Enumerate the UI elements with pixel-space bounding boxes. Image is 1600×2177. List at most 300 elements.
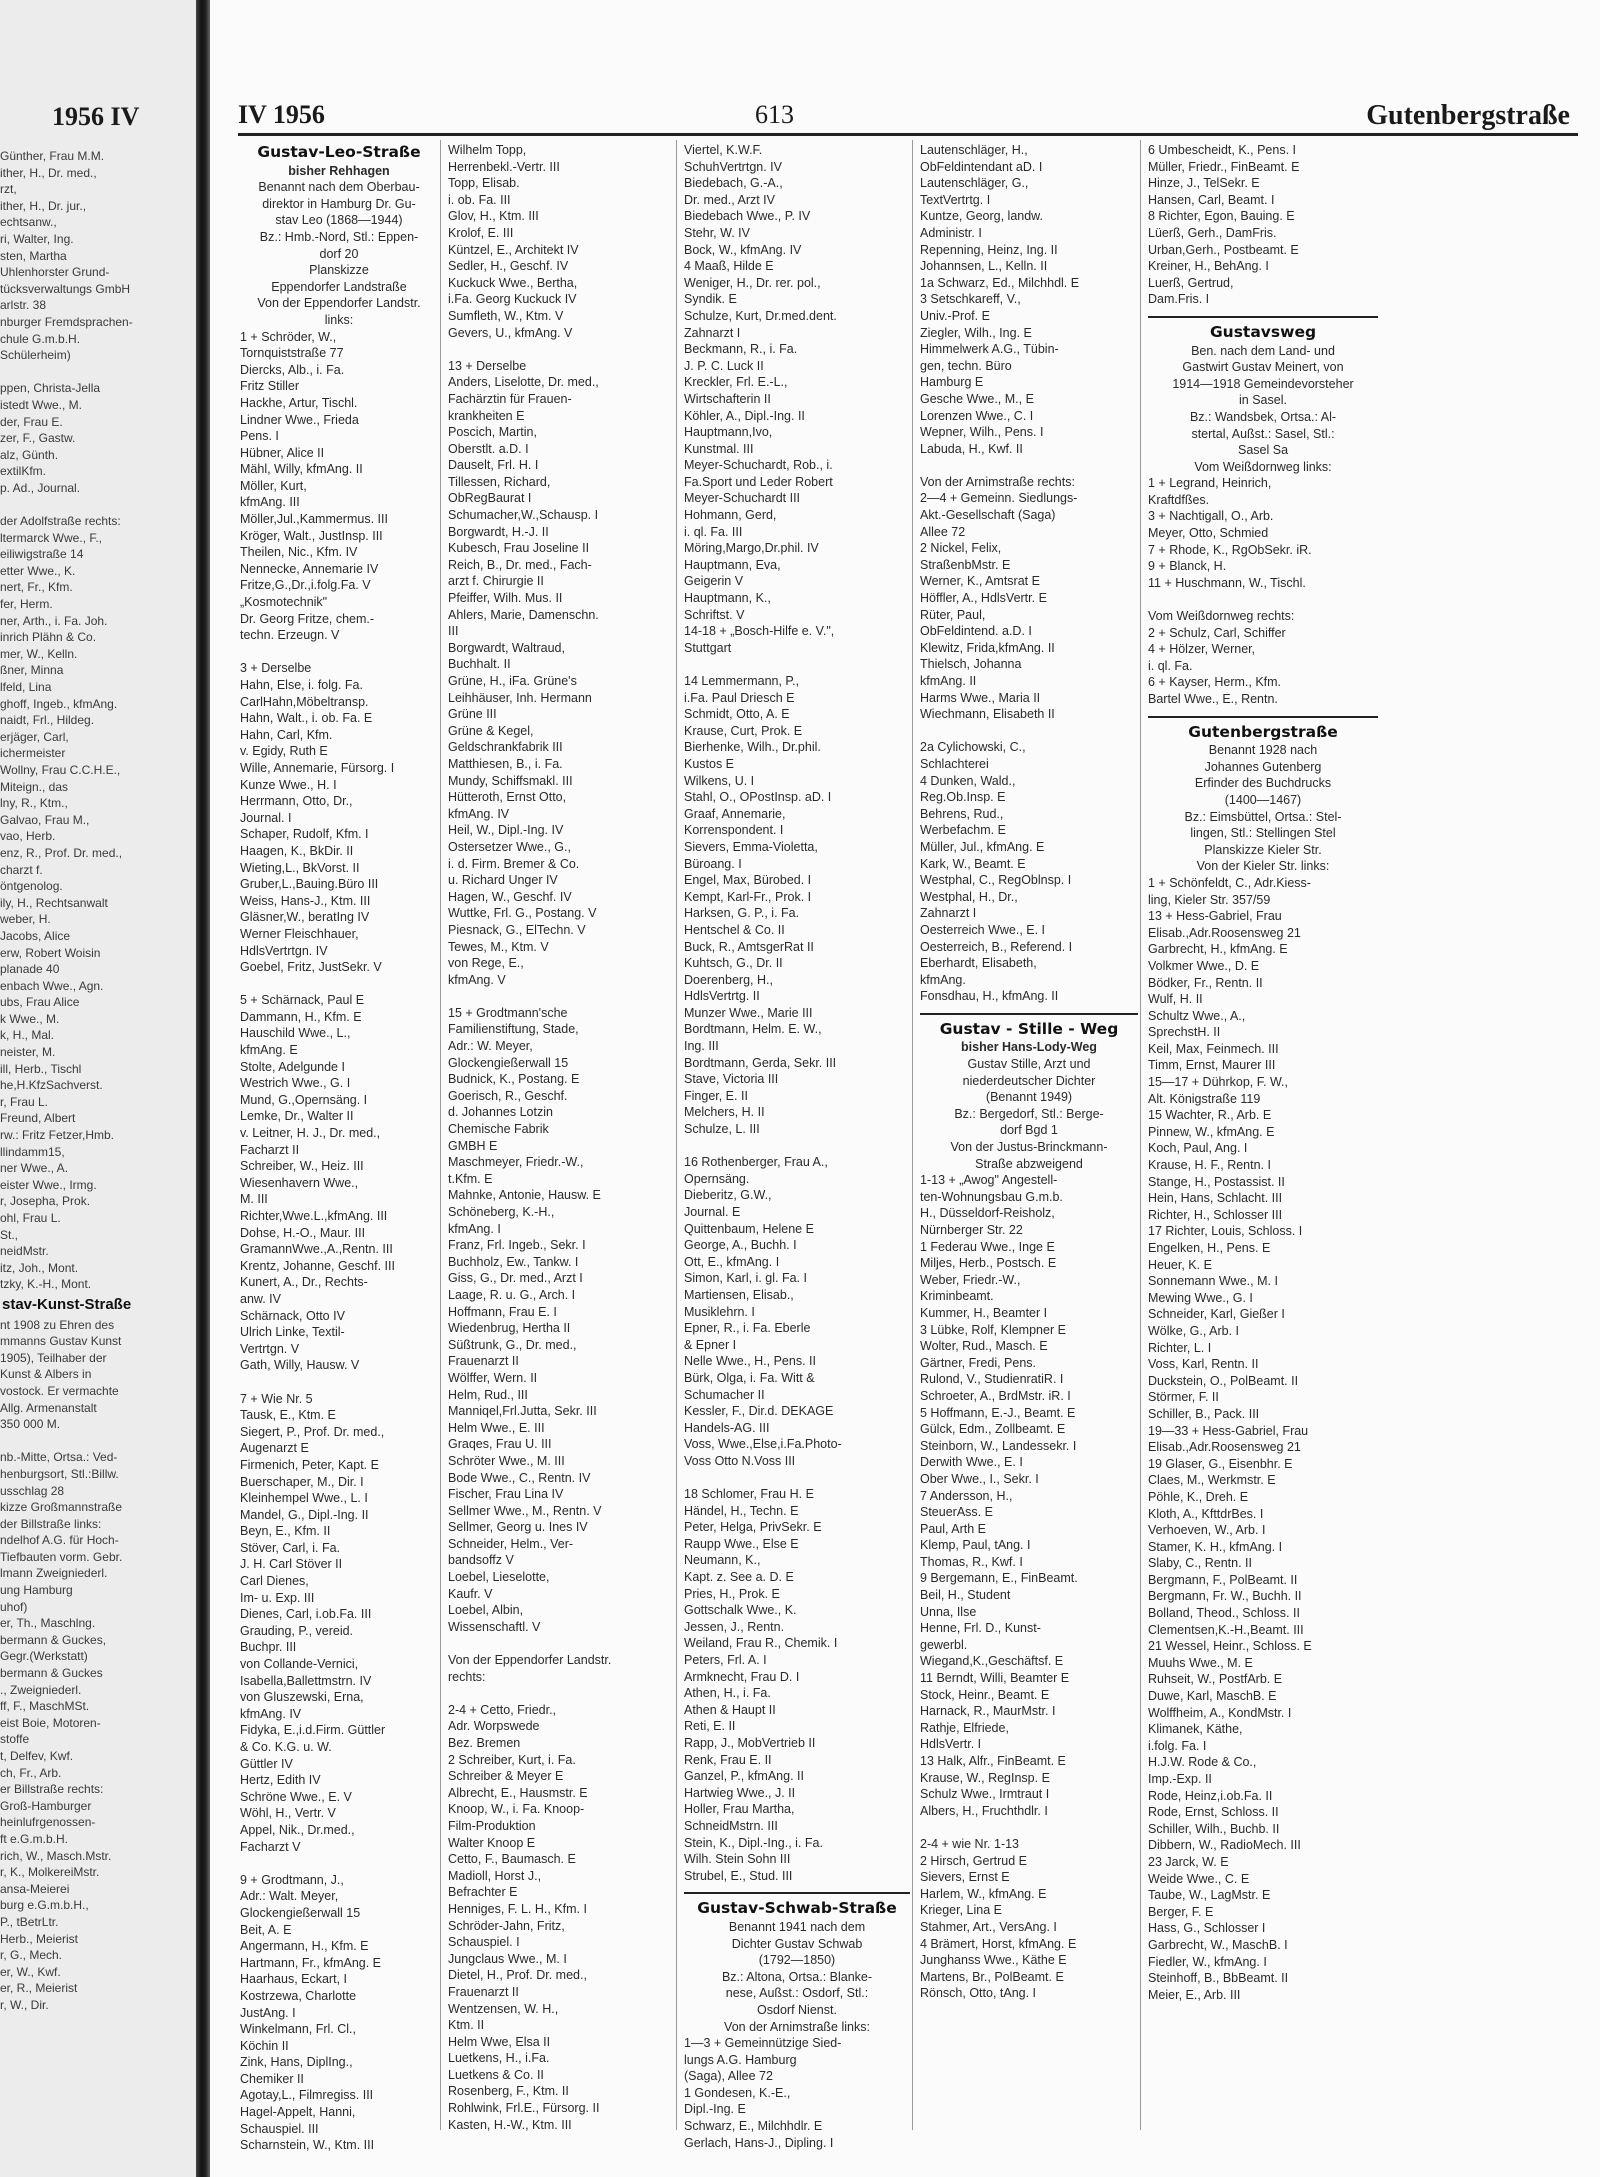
resident-entry: Familienstiftung, Stade, bbox=[448, 1022, 579, 1037]
directory-line: charzt f. bbox=[0, 862, 43, 877]
intro-line: Von der Justus-Brinckmann- bbox=[950, 1140, 1108, 1155]
directory-line: llindamm15, bbox=[0, 1144, 65, 1159]
resident-entry: Bergmann, Fr. W., Buchh. II bbox=[1148, 1589, 1302, 1604]
resident-entry: Harms Wwe., Maria II bbox=[920, 690, 1041, 705]
resident-entry: Elisab.,Adr.Roosensweg 21 bbox=[1148, 1440, 1301, 1455]
resident-entry: Labuda, H., Kwf. II bbox=[920, 441, 1023, 456]
resident-entry: 5 Hoffmann, E.-J., Beamt. E bbox=[920, 1405, 1076, 1420]
intro-line: (1792—1850) bbox=[758, 1953, 836, 1968]
resident-entry: Raupp Wwe., Else E bbox=[684, 1536, 799, 1551]
resident-entry: Hahn, Walt., i. ob. Fa. E bbox=[240, 711, 373, 726]
resident-entry: Agotay,L., Filmregiss. III bbox=[240, 2088, 374, 2103]
resident-entry: Rapp, J., MobVertrieb II bbox=[684, 1736, 816, 1750]
directory-line bbox=[0, 364, 176, 381]
resident-entry: Hauptmann, K., bbox=[684, 591, 771, 606]
directory-line: Wollny, Frau C.C.H.E., bbox=[0, 762, 121, 777]
resident-entry: Krause, H. F., Rentn. I bbox=[1148, 1158, 1271, 1173]
resident-entry: Buchhalt. II bbox=[448, 657, 511, 672]
intro-line: lingen, Stl.: Stellingen Stel bbox=[1190, 826, 1336, 841]
directory-line: r, Josepha, Prok. bbox=[0, 1194, 91, 1209]
resident-entry: Biedebach Wwe., P. IV bbox=[684, 209, 811, 224]
directory-line: inrich Plähn & Co. bbox=[0, 630, 97, 645]
directory-line: erw, Robert Woisin bbox=[0, 945, 101, 960]
resident-entry: Hentschel & Co. II bbox=[684, 922, 785, 937]
resident-entry: Schauspiel. III bbox=[240, 2121, 319, 2136]
resident-entry: Athen & Haupt II bbox=[684, 1702, 776, 1717]
resident-entry: Rönsch, Otto, tAng. I bbox=[920, 1986, 1037, 2001]
resident-entry: Reg.Ob.Insp. E bbox=[920, 790, 1006, 805]
resident-entry: 1 Gondesen, K.-E., bbox=[684, 2085, 791, 2100]
resident-entry: Ahlers, Marie, Damenschn. bbox=[448, 607, 599, 622]
resident-entry: Pfeiffer, Wilh. Mus. II bbox=[448, 591, 563, 606]
resident-entry: Haagen, K., BkDir. II bbox=[240, 843, 354, 858]
resident-entry: Westrich Wwe., G. I bbox=[240, 1076, 351, 1091]
resident-entry: Bödker, Fr., Rentn. II bbox=[1148, 975, 1263, 990]
resident-entry: Wille, Annemarie, Fürsorg. I bbox=[240, 760, 395, 775]
resident-entry: Budnick, K., Postang. E bbox=[448, 1072, 580, 1087]
resident-entry: Rulond, V., StudienratiR. I bbox=[920, 1372, 1064, 1387]
resident-entry: Schwarz, E., Milchhdlr. E bbox=[684, 2119, 823, 2134]
resident-entry: Kreiner, H., BehAng. I bbox=[1148, 259, 1269, 274]
resident-entry: StraßenbMstr. E bbox=[920, 557, 1011, 572]
resident-entry: Hein, Hans, Schlacht. III bbox=[1148, 1191, 1283, 1206]
resident-entry: Musiklehrn. I bbox=[684, 1304, 755, 1319]
street-heading: Gustav-Schwab-Straße bbox=[697, 1899, 897, 1918]
directory-line: vao, Herb. bbox=[0, 829, 56, 844]
resident-entry: Albrecht, E., Hausmstr. E bbox=[448, 1785, 588, 1800]
resident-entry: Rohlwink, Frl.E., Fürsorg. II bbox=[448, 2101, 600, 2116]
resident-entry: JustAng. I bbox=[240, 2005, 296, 2020]
resident-entry: Pöhle, K., Dreh. E bbox=[1148, 1489, 1249, 1504]
directory-line: echtsanw., bbox=[0, 215, 57, 230]
resident-entry: Tillessen, Richard, bbox=[448, 474, 551, 489]
resident-entry bbox=[684, 656, 910, 673]
resident-entry: ObFeldintend. a.D. I bbox=[920, 624, 1032, 639]
directory-line: Schülerheim) bbox=[0, 348, 71, 363]
resident-entry: Buchpr. III bbox=[240, 1640, 297, 1655]
resident-entry: Graqes, Frau U. III bbox=[448, 1437, 552, 1452]
street-block bbox=[1148, 316, 1378, 708]
resident-entry: Poscich, Martin, bbox=[448, 425, 537, 440]
resident-entry: 3 Setschkareff, V., bbox=[920, 292, 1021, 307]
directory-line: der Adolfstraße rechts: bbox=[0, 514, 121, 529]
resident-entry: 2 Nickel, Felix, bbox=[920, 541, 1002, 556]
residents-list bbox=[920, 1172, 1138, 2002]
resident-entry: Dohse, H.-O., Maur. III bbox=[240, 1225, 366, 1240]
directory-line: zer, F., Gastw. bbox=[0, 431, 76, 446]
resident-entry: Kuhtsch, G., Dr. II bbox=[684, 956, 783, 971]
resident-entry: 9 + Grodtmann, J., bbox=[240, 1872, 344, 1887]
resident-entry: Simon, Karl, i. gl. Fa. I bbox=[684, 1271, 807, 1286]
page-edition: IV 1956 bbox=[238, 100, 325, 129]
intro-line: dorf 20 bbox=[319, 246, 359, 261]
resident-entry: Voss, Wwe.,Else,i.Fa.Photo- bbox=[684, 1437, 842, 1452]
resident-entry: Chemiker II bbox=[240, 2071, 304, 2086]
resident-entry: Ruhseit, W., PostfArb. E bbox=[1148, 1672, 1283, 1687]
resident-entry: Hoffmann, Frau E. I bbox=[448, 1304, 557, 1319]
directory-line: henburgsort, Stl.:Billw. bbox=[0, 1466, 119, 1481]
resident-entry: 15 Wachter, R., Arb. E bbox=[1148, 1108, 1272, 1123]
resident-entry: Schulze, L. III bbox=[684, 1122, 760, 1137]
resident-entry: Wieting,L., BkVorst. II bbox=[240, 860, 360, 875]
residents-list bbox=[1148, 475, 1378, 707]
resident-entry: kfmAng. I bbox=[448, 1221, 501, 1236]
resident-entry: Gülck, Edm., Zollbeamt. E bbox=[920, 1422, 1066, 1437]
resident-entry: Hauptmann, Eva, bbox=[684, 557, 781, 572]
resident-entry bbox=[240, 644, 438, 661]
resident-entry: Stöver, Carl, i. Fa. bbox=[240, 1540, 341, 1555]
resident-entry: Sumfleth, W., Ktm. V bbox=[448, 308, 564, 323]
intro-line: direktor in Hamburg Dr. Gu- bbox=[262, 196, 416, 211]
resident-entry: Tausk, E., Ktm. E bbox=[240, 1408, 336, 1423]
intro-line: Bz.: Eimsbüttel, Ortsa.: Stel- bbox=[1184, 809, 1342, 824]
resident-entry: Bordtmann, Gerda, Sekr. III bbox=[684, 1055, 837, 1070]
street-description bbox=[920, 1056, 1138, 1172]
resident-entry: Gärtner, Fredi, Pens. bbox=[920, 1355, 1037, 1370]
resident-entry: Lindner Wwe., Frieda bbox=[240, 412, 359, 427]
resident-entry: Dr. Georg Fritze, chem.- bbox=[240, 611, 375, 626]
resident-entry: 13 + Hess-Gabriel, Frau bbox=[1148, 909, 1282, 924]
resident-entry: Diercks, Alb., i. Fa. bbox=[240, 362, 345, 377]
resident-entry: Dibbern, W., RadioMech. III bbox=[1148, 1838, 1301, 1853]
directory-line: mmanns Gustav Kunst bbox=[0, 1334, 122, 1349]
resident-entry: 3 + Nachtigall, O., Arb. bbox=[1148, 509, 1274, 524]
resident-entry: Pries, H., Prok. E bbox=[684, 1586, 780, 1601]
intro-line: Johannes Gutenberg bbox=[1204, 759, 1322, 774]
resident-entry: Ostersetzer Wwe., G., bbox=[448, 839, 571, 854]
directory-line: chule G.m.b.H. bbox=[0, 331, 81, 346]
directory-line: ichermeister bbox=[0, 746, 66, 761]
directory-line: lmann Zweigniederl. bbox=[0, 1566, 108, 1581]
resident-entry: Glockengießerwall 15 bbox=[240, 1905, 361, 1920]
resident-entry: Steinborn, W., Landessekr. I bbox=[920, 1438, 1077, 1453]
resident-entry: Opernsäng. bbox=[684, 1171, 750, 1186]
directory-line: r, W., Dir. bbox=[0, 1997, 49, 2012]
resident-entry: GMBH E bbox=[448, 1138, 498, 1153]
directory-line: ily, H., Rechtsanwalt bbox=[0, 895, 108, 910]
resident-entry: H.J.W. Rode & Co., bbox=[1148, 1755, 1257, 1770]
resident-entry: Schreiber & Meyer E bbox=[448, 1769, 564, 1784]
resident-entry: Schauspiel. I bbox=[448, 1935, 520, 1950]
directory-line: enz, R., Prof. Dr. med., bbox=[0, 845, 123, 860]
resident-entry: Keil, Max, Feinmech. III bbox=[1148, 1041, 1279, 1056]
resident-entry: Borgwardt, Waltraud, bbox=[448, 640, 565, 655]
resident-entry: Schumacher II bbox=[684, 1387, 765, 1402]
resident-entry: Krause, Curt, Prok. E bbox=[684, 723, 803, 738]
resident-entry: Hinze, J., TelSekr. E bbox=[1148, 176, 1260, 191]
resident-entry: Gath, Willy, Hausw. V bbox=[240, 1358, 360, 1373]
resident-entry: Albers, H., Fruchthdlr. I bbox=[920, 1803, 1048, 1818]
resident-entry: Fiedler, W., kfmAng. I bbox=[1148, 1954, 1267, 1969]
directory-line: ner, Arth., i. Fa. Joh. bbox=[0, 613, 108, 628]
resident-entry: Himmelwerk A.G., Tübin- bbox=[920, 342, 1059, 357]
resident-entry bbox=[684, 1138, 910, 1155]
resident-entry: Rosenberg, F., Ktm. II bbox=[448, 2084, 569, 2099]
resident-entry: Pinnew, W., kfmAng. E bbox=[1148, 1124, 1275, 1139]
resident-entry: Voss Otto N.Voss III bbox=[684, 1453, 796, 1468]
resident-entry: Glov, H., Ktm. III bbox=[448, 209, 539, 224]
street-former-name: bisher Hans-Lody-Weg bbox=[961, 1040, 1097, 1055]
directory-line: extilKfm. bbox=[0, 464, 47, 479]
resident-entry bbox=[448, 988, 674, 1005]
resident-entry: Ganzel, P., kfmAng. II bbox=[684, 1769, 804, 1784]
resident-entry: Stolte, Adelgunde I bbox=[240, 1059, 345, 1074]
resident-entry: Wiedenbrug, Hertha II bbox=[448, 1321, 571, 1336]
resident-entry: Hagen, W., Geschf. IV bbox=[448, 889, 572, 904]
resident-entry: Sonnemann Wwe., M. I bbox=[1148, 1274, 1278, 1289]
resident-entry: Buck, R., AmtsgerRat II bbox=[684, 939, 814, 954]
directory-line: ff, F., MaschMSt. bbox=[0, 1699, 90, 1714]
resident-entry: Zahnarzt I bbox=[920, 906, 977, 921]
resident-entry: 9 Bergemann, E., FinBeamt. bbox=[920, 1571, 1078, 1586]
resident-entry: krankheiten E bbox=[448, 408, 525, 423]
resident-entry: Taube, W., LagMstr. E bbox=[1148, 1888, 1271, 1903]
directory-line: Kunst & Albers in bbox=[0, 1367, 92, 1382]
resident-entry: Fritz Stiller bbox=[240, 379, 300, 394]
resident-entry: Schröder-Jahn, Fritz, bbox=[448, 1918, 565, 1933]
intro-line: Planskizze bbox=[309, 263, 369, 278]
resident-entry: George, A., Buchh. I bbox=[684, 1238, 797, 1253]
resident-entry: 1—3 + Gemeinnützige Sied- bbox=[684, 2036, 842, 2051]
resident-entry: Athen, H., i. Fa. bbox=[684, 1686, 771, 1701]
resident-entry: Schaper, Rudolf, Kfm. I bbox=[240, 827, 369, 842]
resident-entry: Wolter, Rud., Masch. E bbox=[920, 1339, 1048, 1354]
resident-entry: Bolland, Theod., Schloss. II bbox=[1148, 1606, 1300, 1621]
resident-entry: Bürk, Olga, i. Fa. Witt & bbox=[684, 1370, 815, 1385]
resident-entry: Schumacher,W.,Schausp. I bbox=[448, 508, 599, 523]
resident-entry: 2-4 + Cetto, Friedr., bbox=[448, 1702, 557, 1717]
resident-entry: Renk, Frau E. II bbox=[684, 1752, 772, 1767]
resident-entry: Franz, Frl. Ingeb., Sekr. I bbox=[448, 1238, 586, 1253]
resident-entry: Hahn, Carl, Kfm. bbox=[240, 727, 333, 742]
resident-entry: Hauschild Wwe., L., bbox=[240, 1026, 351, 1041]
directory-line: Miteign., das bbox=[0, 779, 69, 794]
resident-entry: 17 Richter, Louis, Schloss. I bbox=[1148, 1224, 1303, 1239]
resident-entry: Henniges, F. L. H., Kfm. I bbox=[448, 1901, 587, 1916]
resident-entry: Carl Dienes, bbox=[240, 1574, 309, 1589]
resident-entry: Winkelmann, Frl. Cl., bbox=[240, 2022, 356, 2037]
resident-entry: Frauenarzt II bbox=[448, 1984, 519, 1999]
column-5 bbox=[1148, 142, 1378, 2142]
column-1 bbox=[240, 142, 438, 2153]
intro-line: Sasel Sa bbox=[1237, 443, 1289, 458]
resident-entry: Engelken, H., Pens. E bbox=[1148, 1241, 1271, 1255]
resident-entry: Beit, A. E bbox=[240, 1922, 292, 1937]
resident-entry: Schiller, B., Pack. III bbox=[1148, 1406, 1260, 1421]
resident-entry: 1-13 + „Awog" Angestell- bbox=[920, 1173, 1058, 1188]
resident-entry: 6 Umbescheidt, K., Pens. I bbox=[1148, 143, 1296, 157]
resident-entry: Westphal, H., Dr., bbox=[920, 889, 1018, 904]
resident-entry: Meier, E., Arb. III bbox=[1148, 1987, 1241, 2002]
left-page-edge bbox=[0, 0, 197, 2177]
resident-entry: Bergmann, F., PolBeamt. II bbox=[1148, 1572, 1298, 1587]
resident-entry: Facharzt II bbox=[240, 1142, 300, 1157]
directory-line: St., bbox=[0, 1227, 19, 1242]
resident-entry: kfmAng. IV bbox=[240, 1706, 302, 1721]
directory-line: öntgenolog. bbox=[0, 879, 63, 894]
resident-entry: HdlsVertrtgn. IV bbox=[240, 943, 328, 958]
resident-entry bbox=[1148, 591, 1378, 608]
resident-entry: Goebel, Fritz, JustSekr. V bbox=[240, 960, 382, 975]
resident-entry: Rode, Ernst, Schloss. II bbox=[1148, 1805, 1279, 1820]
resident-entry: & Epner I bbox=[684, 1337, 737, 1352]
resident-entry: Schlachterei bbox=[920, 756, 989, 771]
resident-entry: Zahnarzt I bbox=[684, 325, 741, 340]
resident-entry: 2 Schreiber, Kurt, i. Fa. bbox=[448, 1752, 576, 1767]
resident-entry: Anders, Liselotte, Dr. med., bbox=[448, 375, 599, 390]
resident-entry: Kummer, H., Beamter I bbox=[920, 1305, 1048, 1320]
resident-entry: Vertrtgn. V bbox=[240, 1341, 300, 1356]
resident-entry: 13 + Derselbe bbox=[448, 358, 527, 373]
resident-entry: Leihhäuser, Inh. Hermann bbox=[448, 690, 592, 705]
directory-line: ubs, Frau Alice bbox=[0, 995, 80, 1010]
directory-line: nt 1908 zu Ehren des bbox=[0, 1317, 115, 1332]
resident-entry: Kunert, A., Dr., Rechts- bbox=[240, 1275, 368, 1290]
resident-entry: Facharzt V bbox=[240, 1839, 301, 1854]
directory-line: r, Frau L. bbox=[0, 1094, 49, 1109]
resident-entry: Harnack, R., MaurMstr. I bbox=[920, 1704, 1056, 1719]
intro-line: Vom Weißdornweg links: bbox=[1194, 459, 1332, 474]
resident-entry: Güttler IV bbox=[240, 1756, 293, 1771]
resident-entry: Schneider, Karl, Gießer I bbox=[1148, 1307, 1285, 1322]
resident-entry: Schulze, Kurt, Dr.med.dent. bbox=[684, 308, 837, 323]
resident-entry: Augenarzt E bbox=[240, 1441, 309, 1456]
street-heading: Gustavsweg bbox=[1209, 322, 1317, 341]
resident-entry: Handels-AG. III bbox=[684, 1420, 770, 1435]
resident-entry: ling, Kieler Str. 357/59 bbox=[1148, 892, 1271, 907]
resident-entry: „Kosmotechnik" bbox=[240, 595, 328, 610]
resident-entry: ObRegBaurat I bbox=[448, 491, 532, 506]
left-page-lines bbox=[0, 148, 176, 1293]
resident-entry: Timm, Ernst, Maurer III bbox=[1148, 1058, 1276, 1073]
resident-entry: Univ.-Prof. E bbox=[920, 308, 990, 323]
resident-entry: Madioll, Horst J., bbox=[448, 1868, 542, 1883]
resident-entry: 4 Dunken, Wald., bbox=[920, 773, 1016, 788]
resident-entry: Krolof, E. III bbox=[448, 225, 514, 240]
directory-line: etter Wwe., K. bbox=[0, 563, 76, 578]
street-block bbox=[1148, 716, 1378, 2004]
resident-entry: Cetto, F., Baumasch. E bbox=[448, 1852, 576, 1867]
resident-entry: Schöneberg, K.-H., bbox=[448, 1205, 555, 1219]
resident-entry: Kapt. z. See a. D. E bbox=[684, 1570, 794, 1585]
resident-entry: von Rege, E., bbox=[448, 956, 524, 971]
resident-entry: v. Egidy, Ruth E bbox=[240, 744, 328, 759]
resident-entry: Dipl.-Ing. E bbox=[684, 2102, 746, 2117]
resident-entry: Mandel, G., Dipl.-Ing. II bbox=[240, 1507, 369, 1522]
resident-entry: Krieger, Lina E bbox=[920, 1903, 1002, 1918]
directory-line: ung Hamburg bbox=[0, 1583, 73, 1598]
resident-entry: 3 Lübke, Rolf, Klempner E bbox=[920, 1322, 1066, 1337]
resident-entry: 5 + Schärnack, Paul E bbox=[240, 993, 365, 1008]
resident-entry: Angermann, H., Kfm. E bbox=[240, 1939, 369, 1954]
resident-entry: Bez. Bremen bbox=[448, 1736, 521, 1750]
directory-line: planade 40 bbox=[0, 962, 60, 977]
directory-line: er, R., Meierist bbox=[0, 1981, 78, 1996]
directory-line: ., Zweigniederl. bbox=[0, 1682, 82, 1697]
resident-entry: Wuttke, Frl. G., Postang. V bbox=[448, 906, 597, 921]
resident-entry: Lorenzen Wwe., C. I bbox=[920, 408, 1034, 423]
resident-entry: Herrenbekl.-Vertr. III bbox=[448, 159, 560, 174]
resident-entry: Clementsen,K.-H.,Beamt. III bbox=[1148, 1622, 1304, 1637]
resident-entry: 2-4 + wie Nr. 1-13 bbox=[920, 1836, 1020, 1851]
resident-entry: i.Fa. Georg Kuckuck IV bbox=[448, 292, 577, 307]
resident-entry: Imp.-Exp. II bbox=[1148, 1772, 1212, 1786]
resident-entry: Loebel, Lieselotte, bbox=[448, 1570, 550, 1585]
resident-entry bbox=[240, 976, 438, 993]
resident-entry: Dauselt, Frl. H. I bbox=[448, 458, 539, 473]
resident-entry: anw. IV bbox=[240, 1291, 281, 1306]
directory-line: bermann & Guckes bbox=[0, 1666, 103, 1681]
resident-entry: Wiechmann, Elisabeth II bbox=[920, 707, 1055, 722]
resident-entry: Bode Wwe., C., Rentn. IV bbox=[448, 1470, 591, 1485]
resident-entry: Oesterreich, B., Referend. I bbox=[920, 939, 1073, 954]
directory-line: usschlag 28 bbox=[0, 1483, 65, 1498]
page-number: 613 bbox=[755, 100, 794, 129]
resident-entry: Wissenschaftl. V bbox=[448, 1619, 541, 1634]
directory-line: Günther, Frau M.M. bbox=[0, 149, 105, 163]
resident-entry: SteuerAss. E bbox=[920, 1505, 993, 1520]
resident-entry: Fachärztin für Frauen- bbox=[448, 391, 572, 406]
resident-entry: Lautenschläger, G., bbox=[920, 176, 1029, 191]
resident-entry: M. III bbox=[240, 1192, 268, 1207]
resident-entry: Koch, Paul, Ang. I bbox=[1148, 1141, 1248, 1156]
resident-entry: 1a Schwarz, Ed., Milchhdl. E bbox=[920, 275, 1080, 290]
resident-entry: Oberstlt. a.D. I bbox=[448, 441, 529, 456]
resident-entry: Holler, Frau Martha, bbox=[684, 1802, 795, 1817]
resident-entry: Journal. E bbox=[684, 1205, 741, 1219]
resident-entry: Gerlach, Hans-J., Dipling. I bbox=[684, 2135, 834, 2150]
directory-line: heinlufrgenossen- bbox=[0, 1815, 96, 1830]
directory-line: er, W., Kwf. bbox=[0, 1964, 61, 1979]
resident-entry: Meyer, Otto, Schmied bbox=[1148, 526, 1269, 541]
resident-entry: Ing. III bbox=[684, 1039, 719, 1054]
resident-entry: Bartel Wwe., E., Rentn. bbox=[1148, 692, 1278, 706]
resident-entry: Richter, L. I bbox=[1148, 1340, 1212, 1355]
resident-entry: 4 Maaß, Hilde E bbox=[684, 259, 774, 274]
resident-entry: Volkmer Wwe., D. E bbox=[1148, 958, 1260, 973]
resident-entry: Kostrzewa, Charlotte bbox=[240, 1988, 357, 2003]
resident-entry: Dietel, H., Prof. Dr. med., bbox=[448, 1968, 587, 1983]
column-divider bbox=[912, 140, 913, 2130]
intro-line: Benannt 1941 nach dem bbox=[728, 1919, 866, 1934]
directory-line: istedt Wwe., M. bbox=[0, 397, 83, 412]
resident-entry: 7 + Rhode, K., RgObSekr. iR. bbox=[1148, 542, 1312, 557]
resident-entry: Thomas, R., Kwf. I bbox=[920, 1554, 1023, 1569]
resident-entry: Klimanek, Käthe, bbox=[1148, 1722, 1243, 1737]
resident-entry: Geldschrankfabrik III bbox=[448, 740, 563, 755]
resident-entry: Werbefachm. E bbox=[920, 823, 1006, 838]
directory-line: arlstr. 38 bbox=[0, 298, 47, 313]
directory-line: nburger Fremdsprachen- bbox=[0, 314, 133, 329]
intro-line: stertal, Außst.: Sasel, Stl.: bbox=[1191, 426, 1335, 441]
resident-entry: Hackhe, Artur, Tischl. bbox=[240, 395, 358, 410]
resident-entry: 1 + Schönfeldt, C., Adr.Kiess- bbox=[1148, 875, 1311, 890]
directory-line: der, Frau E. bbox=[0, 414, 63, 429]
resident-entry: Schröne Wwe., E. V bbox=[240, 1789, 352, 1804]
directory-line: nert, Fr., Kfm. bbox=[0, 580, 73, 595]
resident-entry: Schultz Wwe., A., bbox=[1148, 1008, 1246, 1023]
resident-entry: Kröger, Walt., JustInsp. III bbox=[240, 528, 383, 543]
intro-line: links: bbox=[324, 312, 354, 327]
resident-entry: Berger, F. E bbox=[1148, 1904, 1214, 1919]
resident-entry: i. ql. Fa. III bbox=[684, 524, 743, 539]
resident-entry: SchneidMstrn. III bbox=[684, 1818, 778, 1833]
resident-entry: Dienes, Carl, i.ob.Fa. III bbox=[240, 1607, 372, 1622]
resident-entry: Krentz, Johanne, Geschf. III bbox=[240, 1258, 395, 1273]
resident-entry: Reti, E. II bbox=[684, 1719, 736, 1734]
resident-entry: Küntzel, E., Architekt IV bbox=[448, 242, 579, 257]
resident-entry: 7 Andersson, H., bbox=[920, 1488, 1013, 1503]
